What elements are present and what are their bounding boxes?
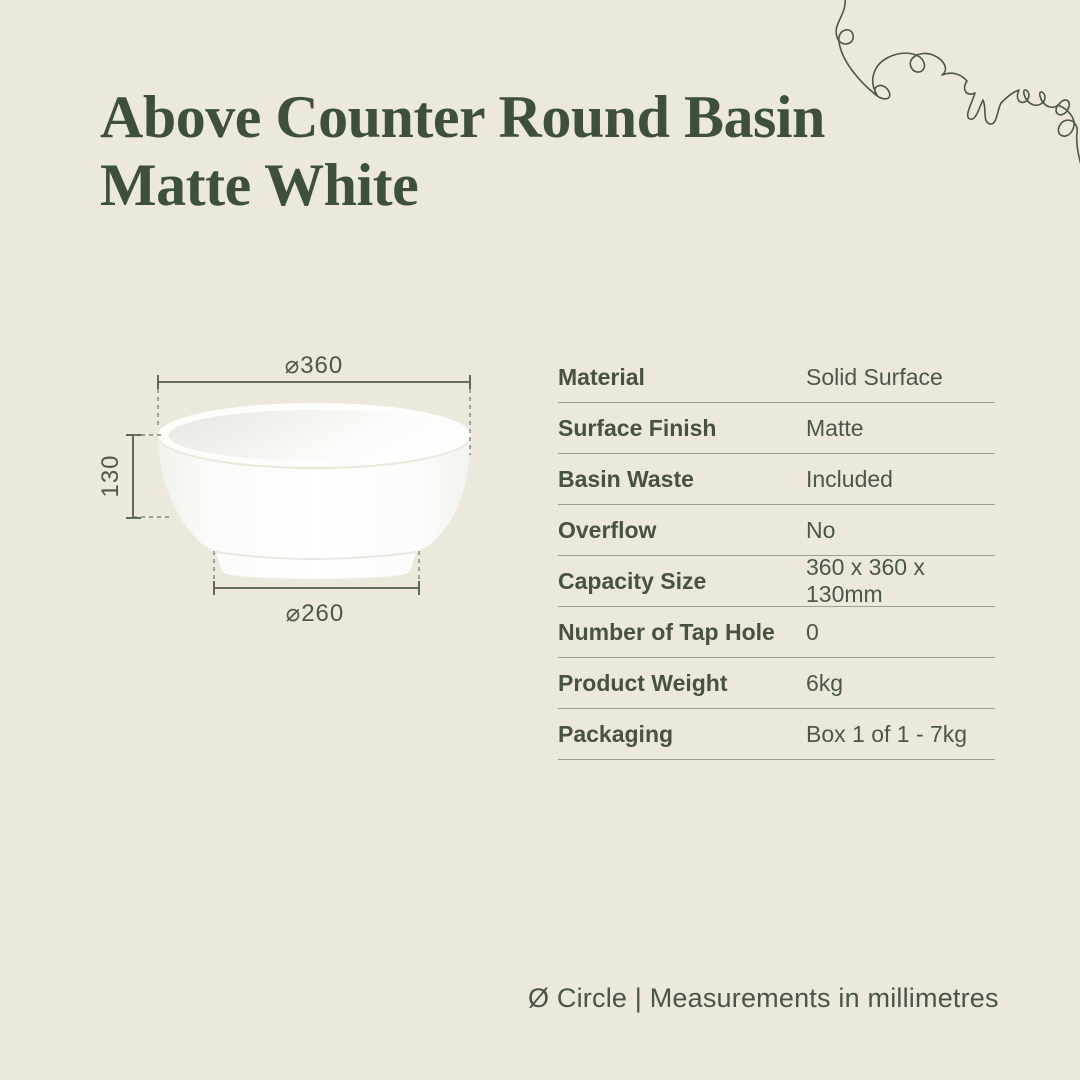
spec-label: Capacity Size	[558, 567, 707, 594]
spec-value: Solid Surface	[806, 363, 943, 390]
spec-label: Overflow	[558, 516, 657, 543]
spec-label: Product Weight	[558, 669, 728, 696]
spec-value: 360 x 360 x 130mm	[806, 554, 925, 607]
spec-value: 6kg	[806, 669, 844, 696]
spec-label: Surface Finish	[558, 414, 717, 441]
spec-value: Included	[806, 465, 893, 492]
spec-table	[558, 352, 995, 760]
spec-value: No	[806, 516, 836, 543]
page-title	[100, 84, 920, 220]
title-line-2: Matte White	[100, 151, 419, 218]
spec-label: Number of Tap Hole	[558, 618, 775, 645]
spec-value: 0	[806, 618, 819, 645]
top-diameter-label: ⌀360	[284, 352, 344, 379]
spec-value: Box 1 of 1 - 7kg	[806, 720, 968, 747]
lobster-line-art-icon	[824, 0, 1080, 240]
spec-row-packaging	[558, 709, 995, 760]
spec-row-product-weight	[558, 658, 995, 709]
title-line-1: Above Counter Round Basin	[100, 84, 825, 150]
spec-label: Packaging	[558, 720, 674, 747]
base-diameter-label: ⌀260	[285, 600, 345, 627]
spec-row-overflow	[558, 505, 995, 556]
spec-row-surface-finish	[558, 403, 995, 454]
spec-value: Matte	[806, 414, 864, 441]
basin-illustration	[158, 403, 471, 579]
spec-label: Basin Waste	[558, 465, 694, 492]
spec-row-capacity-size	[558, 556, 995, 607]
measurement-legend: Ø Circle | Measurements in millimetres	[528, 983, 999, 1013]
spec-row-material	[558, 352, 995, 403]
spec-row-tap-holes	[558, 607, 995, 658]
spec-row-basin-waste	[558, 454, 995, 505]
height-label: 130	[97, 454, 124, 498]
basin-diagram	[95, 345, 495, 635]
spec-label: Material	[558, 363, 645, 390]
